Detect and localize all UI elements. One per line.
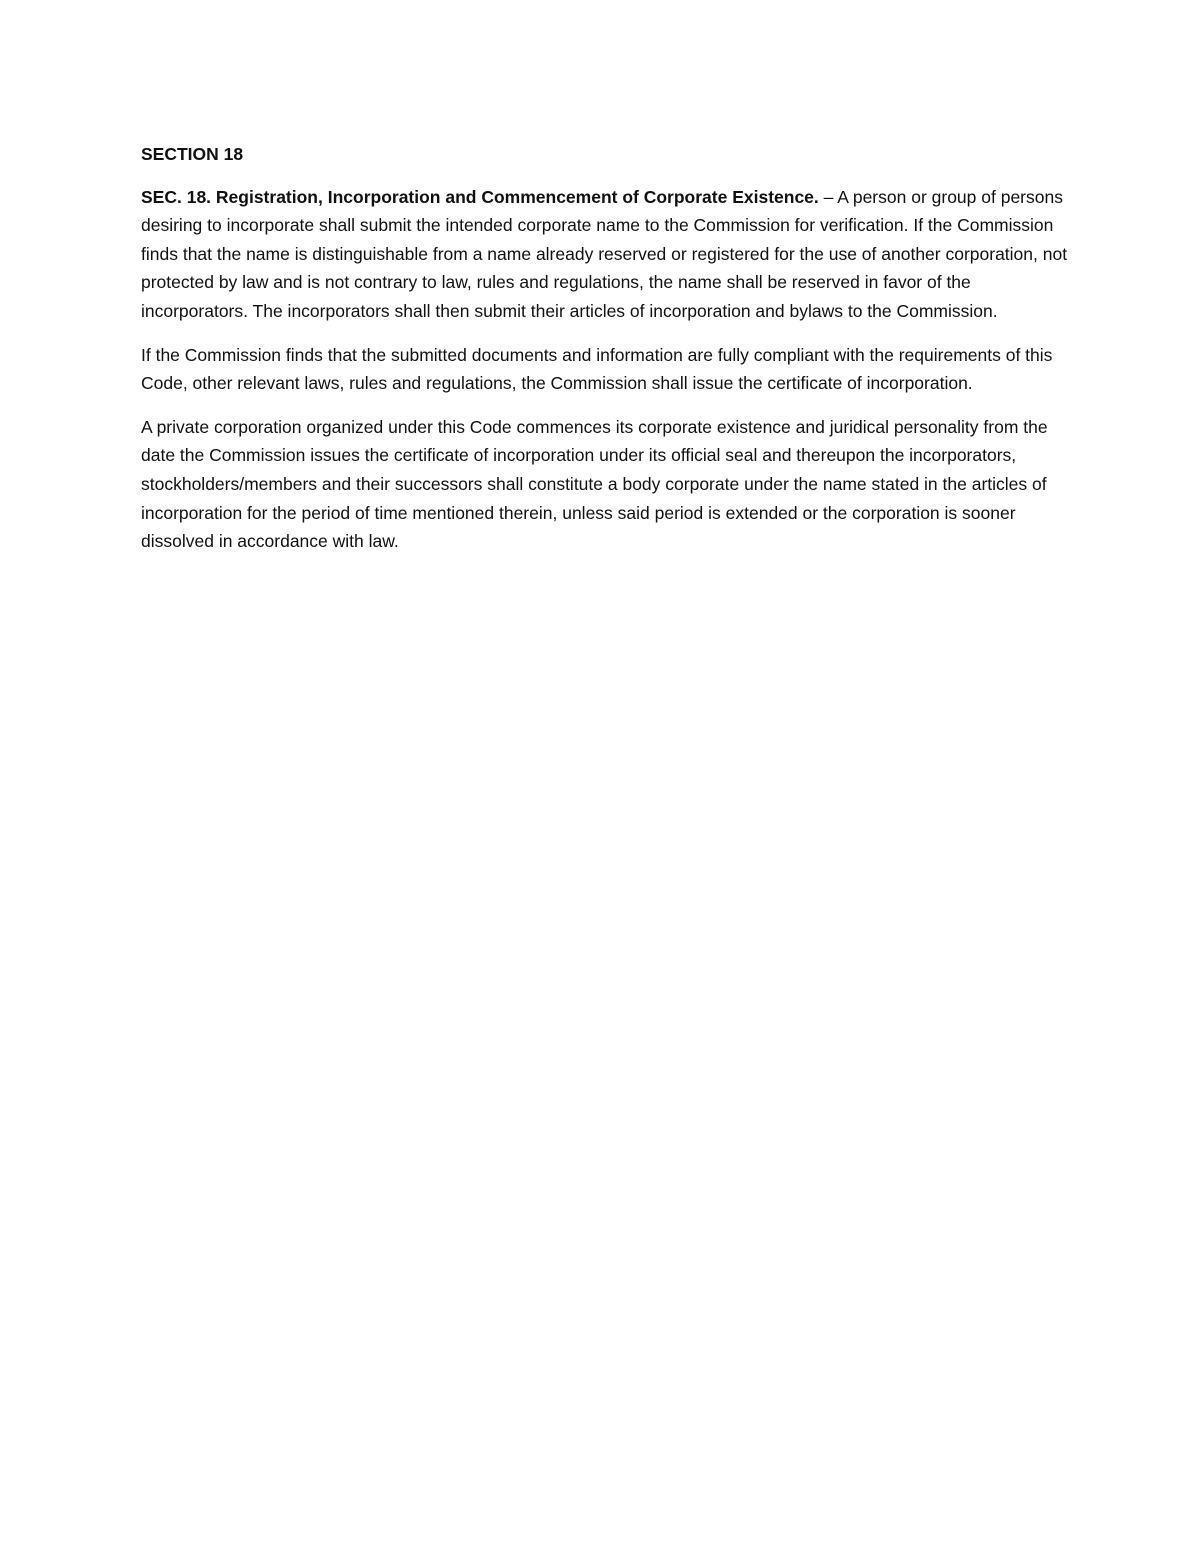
- section-paragraph-3: A private corporation organized under this Code commences its corporate existence and juridical personality from the date the Commission issues the certificate of incorporation under its official seal and thereupon the incorporators, stockholders/members and their successors shall constitute a body corporate under the name stated in the articles of incorporation for the period of time mentioned therein, unless said period is extended or the corporation is sooner dissolved in accordance with law.: [141, 416, 1048, 552]
- section-heading: SECTION 18: [141, 144, 244, 164]
- section-intro-text: – A person or group of persons desiring to incorporate shall submit the intended corporate name to the Commission for verification. If the Commission finds that the name is distinguishable from a name already reserved or registered for the use of another corporation, not protected by law and is not contrary to law, rules and regulations, the name shall be reserved in favor of the incorporators. The incorporators shall then submit their articles of incorporation and bylaws to the Commission.: [141, 186, 1068, 321]
- section-paragraph-2: If the Commission finds that the submitted documents and information are fully compliant with the requirements of this Code, other relevant laws, rules and regulations, the Commission shall issue the certificate of incorporation.: [141, 344, 1053, 394]
- section-title: SEC. 18. Registration, Incorporation and Commencement of Corporate Existence.: [141, 186, 819, 207]
- section-paragraph-1: [141, 183, 1071, 326]
- document-body: [141, 140, 1071, 571]
